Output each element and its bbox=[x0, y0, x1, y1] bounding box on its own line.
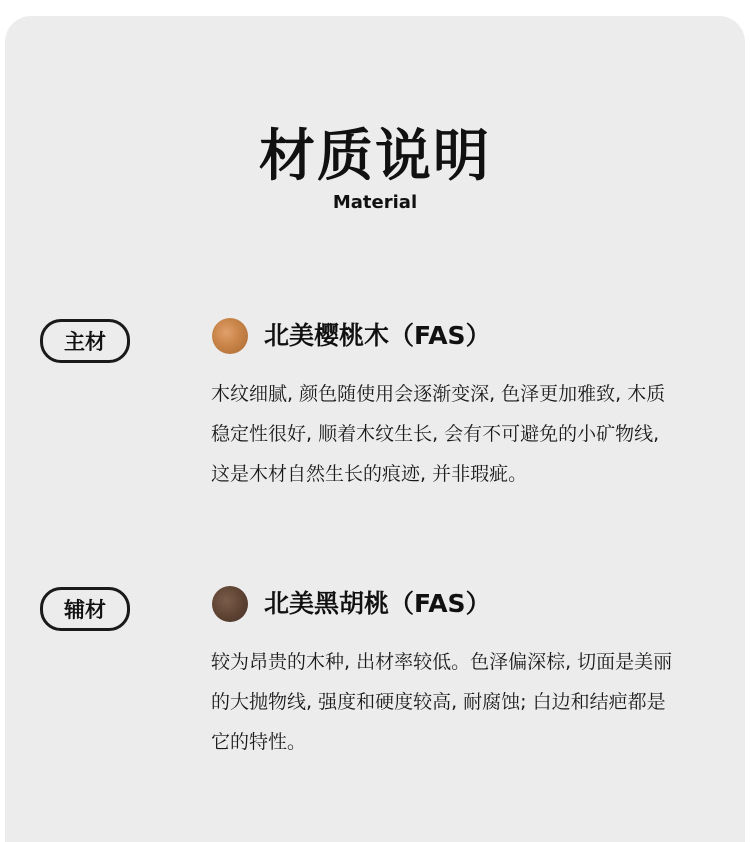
description-line: 这是木材自然生长的痕迹, 并非瑕疵。 bbox=[211, 463, 528, 485]
description-line: 木纹细腻, 颜色随使用会逐渐变深, 色泽更加雅致, 木质 bbox=[211, 383, 666, 405]
description-line: 较为昂贵的木种, 出材率较低。色泽偏深棕, 切面是美丽 bbox=[211, 651, 673, 673]
main-material-description bbox=[211, 374, 721, 494]
cherry-wood-swatch-icon bbox=[212, 318, 248, 354]
auxiliary-material-tag: 辅材 bbox=[40, 587, 130, 631]
main-material-tag: 主材 bbox=[40, 319, 130, 363]
walnut-wood-swatch-icon bbox=[212, 586, 248, 622]
auxiliary-material-name: 北美黑胡桃（FAS） bbox=[264, 589, 491, 618]
description-line: 稳定性很好, 顺着木纹生长, 会有不可避免的小矿物线, bbox=[211, 423, 660, 445]
page-subtitle: Material bbox=[332, 192, 418, 213]
description-line: 它的特性。 bbox=[211, 731, 307, 753]
auxiliary-material-description bbox=[211, 642, 721, 762]
main-material-name: 北美樱桃木（FAS） bbox=[264, 321, 491, 350]
description-line: 的大抛物线, 强度和硬度较高, 耐腐蚀; 白边和结疤都是 bbox=[211, 691, 666, 713]
page-title: 材质说明 bbox=[259, 124, 491, 189]
